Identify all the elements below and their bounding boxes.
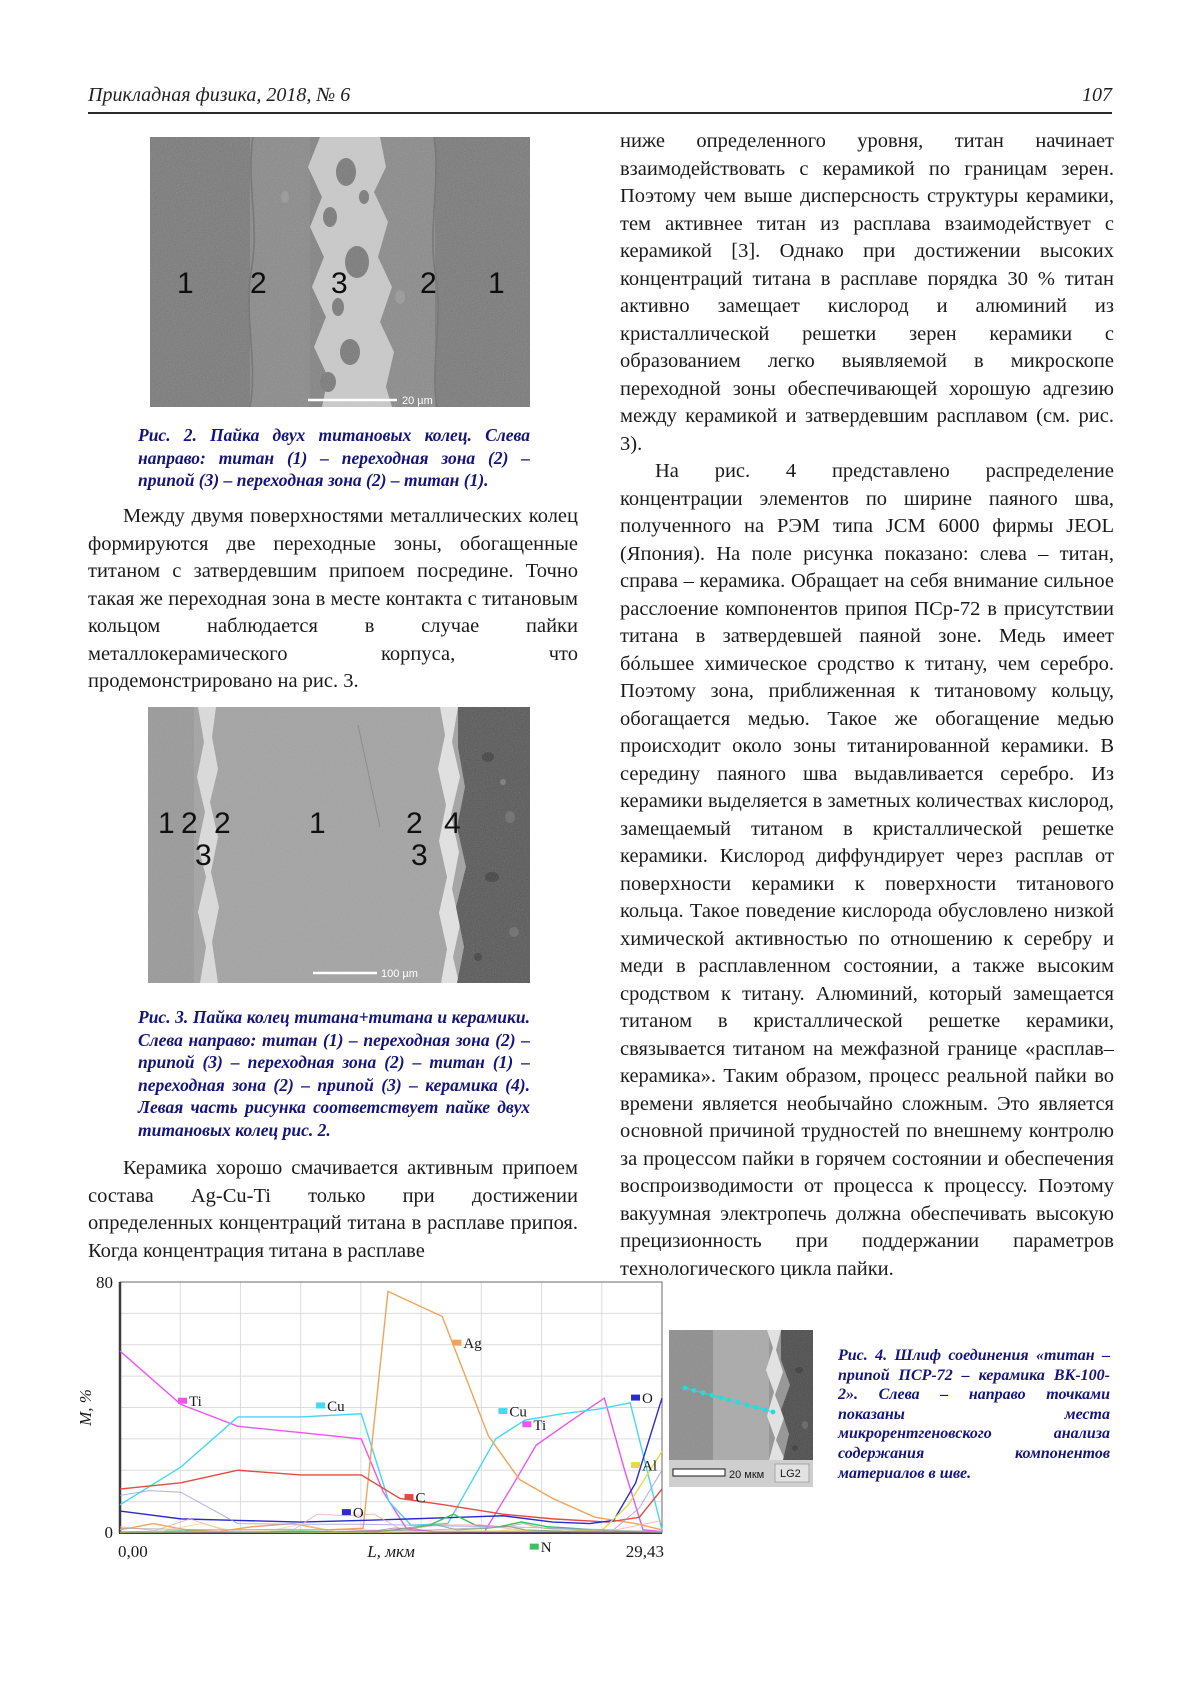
legend-swatch-O [342, 1509, 351, 1515]
journal-title: Прикладная физика, 2018, № 6 [88, 84, 351, 106]
scale-bar-label: 20 µm [402, 395, 433, 407]
svg-text:80: 80 [96, 1273, 113, 1292]
header-rule [88, 112, 1112, 114]
figure2-caption: Рис. 2. Пайка двух титановых колец. Слева направо: титан (1) – переходная зона (2) – припой (3) – переходная зона (2) – титан (1). [138, 425, 530, 490]
sem-zone-label: 3 [195, 839, 212, 872]
right-column [620, 128, 1114, 1283]
sem-zone-label: 2 [250, 267, 267, 300]
svg-text:0,00: 0,00 [118, 1542, 148, 1561]
sem-zone-label: 2 [181, 807, 198, 840]
series-C [120, 1470, 662, 1522]
line-chart-canvas [75, 1272, 675, 1572]
legend-label-Ti: Ti [188, 1394, 202, 1411]
right-paragraph-2: На рис. 4 представлено распределение концентрации элементов по ширине паяного шва, полученного на РЭМ типа JCM 6000 фирмы JEOL (Япония). На поле рисунка показано: слева – титан, справа – керамика. Обращает на себя внимание сильное расслоение компонентов припоя ПСр-72 в присутствии титана в затвердевшей паяной зоне. Медь имеет бóльшее химическое сродство к титану, чем серебро. Поэтому зона, приближенная к титановому кольцу, обогащается медью. Такое же обогащение медью происходит около зоны титанированной керамики. В середину паяного шва выдавливается серебро. Из керамики выделяется в заметных количествах кислород, замещаемый титаном в кристаллической решетке керамики. Кислород диффундирует через расплав от поверхности керамики к поверхности титанового кольца. Такое поведение кислорода обусловлено низкой химической активностью по отношению к серебру и меди в расплавленном состоянии, а также высоким сродством к титану. Алюминий, который замещается титаном в кристаллической решетке керамики, связывается титаном на межфазной границе «расплав–керамика». Таким образом, процесс реальной пайки во времени является необычайно сложным. Это является основной причиной трудностей по внешнему контролю за процессом пайки в горячем состоянии и обеспечения воспроизводимости от процесса к процессу. Поэтому вакуумная электропечь должна обеспечивать высокую прецизионность при поддержании параметров технологического цикла пайки. [620, 460, 1114, 1280]
figure3-caption: Рис. 3. Пайка колец титана+титана и керамики. Слева направо: титан (1) – переходная зона (2) – припой (3) – переходная зона (2) – титан (1) – переходная зона (2) – припой (3) – керамика (4). Левая часть рисунка соответствует пайке двух титановых колец рис. 2. [138, 1007, 530, 1140]
sem-zone-label: 3 [331, 267, 348, 300]
sem-micrograph-fig3 [148, 707, 530, 983]
left-paragraph-2: Керамика хорошо смачивается активным припоем состава Ag-Cu-Ti только при достижении определенных концентраций титана в расплаве припоя. Когда концентрация титана в расплаве [88, 1157, 578, 1262]
element-concentration-chart [75, 1272, 675, 1577]
legend-label-C: C [415, 1490, 426, 1507]
legend-swatch-Al [631, 1462, 640, 1468]
svg-text:M, %: M, % [76, 1389, 95, 1426]
legend-swatch-N [530, 1544, 539, 1550]
figure3-sem-image [148, 707, 530, 988]
sem-zone-label: 1 [309, 807, 326, 840]
sem-zone-label: 1 [177, 267, 194, 300]
legend-swatch-O [631, 1395, 640, 1401]
scale-bar-label: 20 мкм [729, 1469, 765, 1481]
running-head [88, 84, 1112, 107]
legend-label-Ti: Ti [533, 1417, 547, 1434]
legend-label-O: O [642, 1391, 653, 1408]
legend-swatch-Ag [452, 1340, 461, 1346]
page-number: 107 [1082, 84, 1112, 106]
sem-micrograph-fig4 [669, 1330, 813, 1487]
legend-label-Ag: Ag [463, 1336, 482, 1353]
legend-label-Al: Al [642, 1458, 658, 1475]
sem-zone-label: 1 [488, 267, 505, 300]
legend-label-Cu: Cu [327, 1398, 345, 1415]
legend-swatch-Ti [522, 1421, 531, 1427]
svg-text:0: 0 [104, 1523, 113, 1542]
svg-text:L, мкм: L, мкм [367, 1542, 415, 1561]
sem-zone-label: 2 [420, 267, 437, 300]
sem-zone-label: 3 [411, 839, 428, 872]
legend-swatch-Ti [178, 1398, 187, 1404]
detector-tag: LG2 [780, 1468, 801, 1480]
sem-zone-label: 2 [214, 807, 231, 840]
figure2-sem-image [150, 137, 530, 412]
legend-label-O: O [352, 1505, 364, 1522]
figure4-caption: Рис. 4. Шлиф соединения «титан – припой ПСР-72 – керамика ВК-100-2». Слева – направо точками показаны места микрорентгеновского анализа содержания компонентов материалов в шве. [838, 1347, 1110, 1482]
sem-zone-label: 4 [444, 807, 461, 840]
legend-label-N: N [540, 1540, 552, 1557]
sem-zone-label: 2 [406, 807, 423, 840]
legend-swatch-Cu [498, 1408, 507, 1414]
sem-micrograph-fig2 [150, 137, 530, 407]
scale-bar-label: 100 µm [381, 968, 418, 980]
legend-swatch-Cu [316, 1402, 325, 1408]
figure4-sem-image [669, 1330, 813, 1492]
scale-bar [673, 1469, 725, 1476]
legend-swatch-C [405, 1494, 414, 1500]
right-paragraph-1: ниже определенного уровня, титан начинает взаимодействовать с керамикой по границам зерен. Поэтому чем выше дисперсность структуры керамики, тем активнее титан из расплава взаимодействует с керамикой [3]. Однако при достижении высоких концентраций титана в расплаве порядка 30 % титан активно замещает кислород и алюминий из кристаллической решетки зерен керамики с образованием легко выявляемой в микроскопе переходной зоны обеспечивающей хорошую адгезию между керамикой и затвердевшим расплавом (см. рис. 3). [620, 130, 1114, 455]
svg-text:29,43: 29,43 [625, 1542, 664, 1561]
legend-label-Cu: Cu [509, 1404, 527, 1421]
sem-zone-label: 1 [158, 807, 175, 840]
left-paragraph-1: Между двумя поверхностями металлических колец формируются две переходные зоны, обогащенные титаном с затвердевшим припоем посредине. Точно такая же переходная зона в месте контакта с титановым кольцом наблюдается в случае пайки металлокерамического корпуса, что продемонстрировано на рис. 3. [88, 505, 578, 692]
